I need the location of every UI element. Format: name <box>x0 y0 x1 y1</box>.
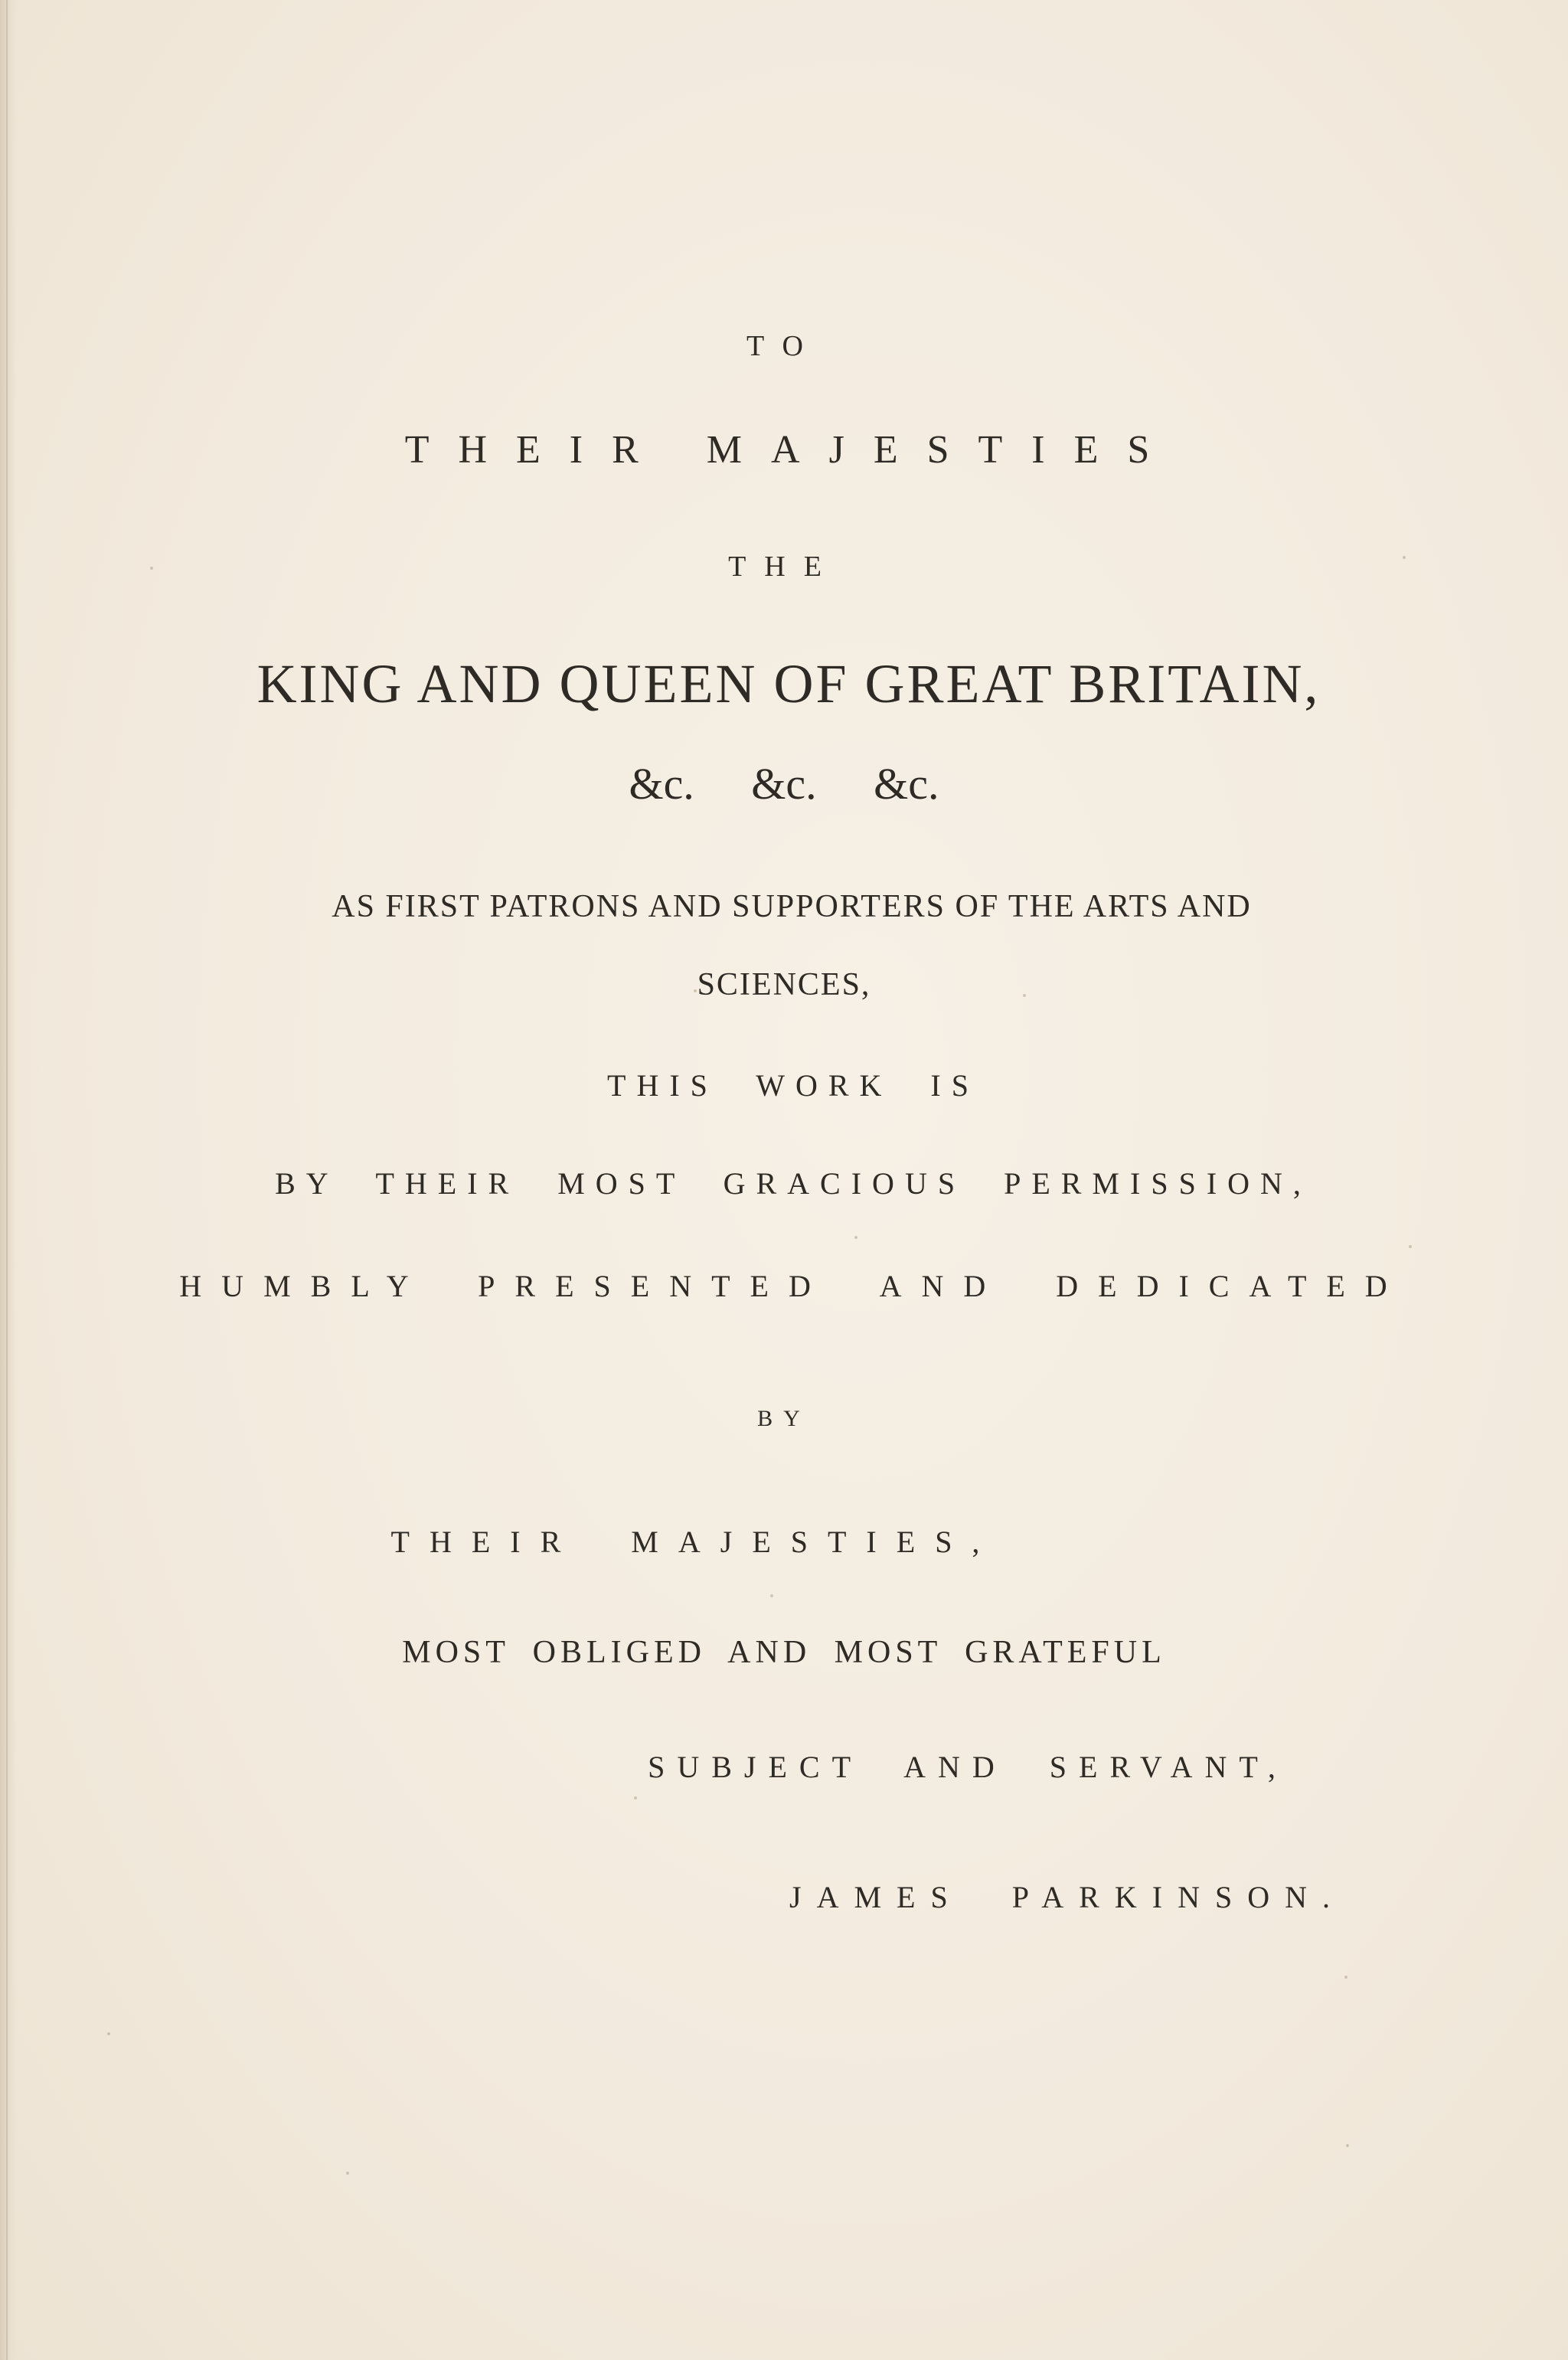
dedication-king-queen: KING AND QUEEN OF GREAT BRITAIN, <box>256 653 1321 714</box>
paper-speck <box>107 2032 110 2035</box>
dedication-humbly: HUMBLY PRESENTED AND DEDICATED <box>179 1269 1407 1303</box>
paper-speck <box>634 1796 637 1799</box>
paper-speck <box>854 1236 858 1239</box>
paper-speck <box>694 989 697 992</box>
dedication-to: TO <box>746 330 822 362</box>
dedication-the: THE <box>728 551 840 583</box>
dedication-permission: BY THEIR MOST GRACIOUS PERMISSION, <box>275 1166 1312 1201</box>
dedication-etc: &c. &c. &c. <box>629 759 939 809</box>
paper-speck <box>1403 556 1406 559</box>
dedication-their-majesties: THEIR MAJESTIES <box>404 428 1179 472</box>
dedication-author: JAMES PARKINSON. <box>789 1880 1345 1914</box>
dedication-their-majesties-2: THEIR MAJESTIES, <box>390 1525 1000 1559</box>
dedication-patrons-line1: AS FIRST PATRONS AND SUPPORTERS OF THE ARTS AND <box>332 889 1252 924</box>
paper-speck <box>770 1594 773 1597</box>
paper-speck <box>1409 1245 1412 1248</box>
paper-speck <box>346 2172 349 2175</box>
paper-speck <box>1344 1976 1348 1979</box>
dedication-this-work: THIS WORK IS <box>607 1068 979 1103</box>
paper-speck <box>1346 2144 1349 2147</box>
paper-speck <box>150 567 153 570</box>
dedication-patrons-line2: SCIENCES, <box>697 967 871 1002</box>
paper-speck <box>1023 994 1026 997</box>
dedication-subject: SUBJECT AND SERVANT, <box>648 1750 1288 1784</box>
dedication-by: BY <box>757 1406 811 1431</box>
dedication-obliged: MOST OBLIGED AND MOST GRATEFUL <box>402 1635 1166 1670</box>
